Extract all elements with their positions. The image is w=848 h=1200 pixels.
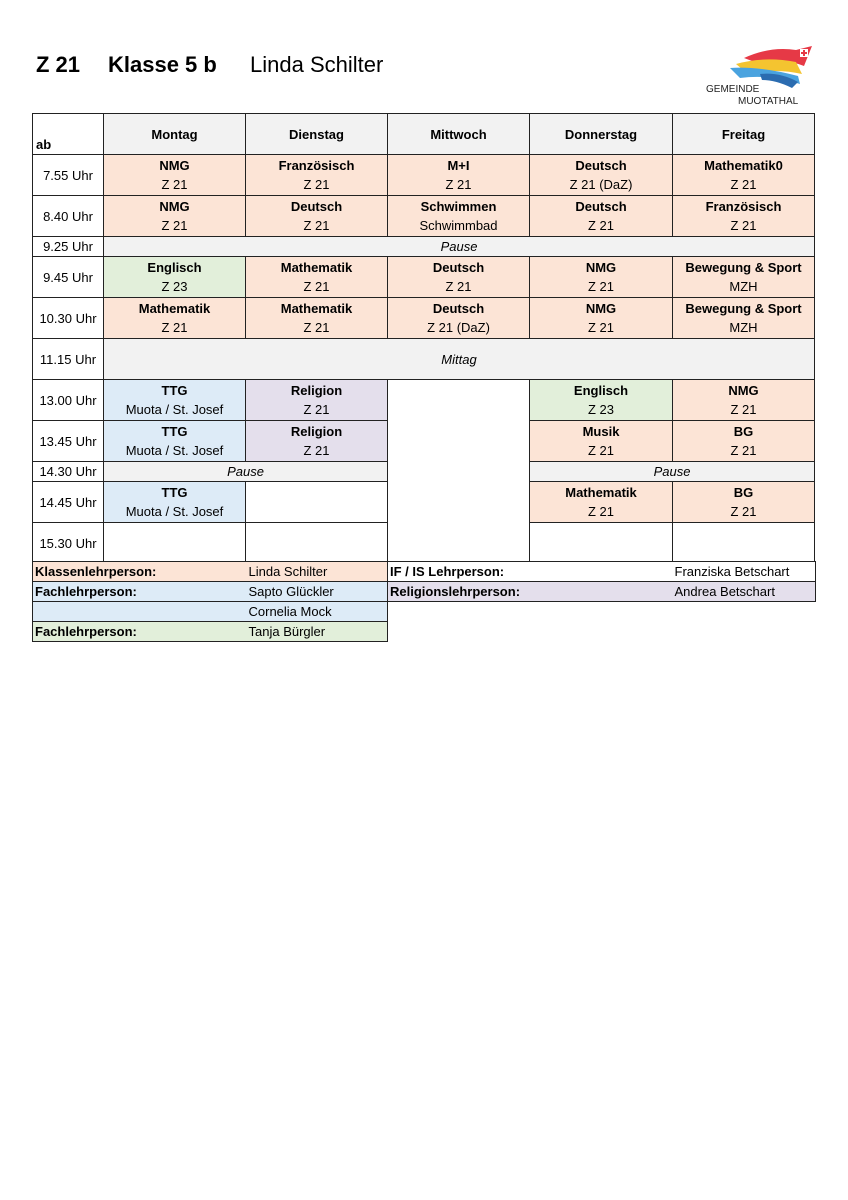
lesson-room: Z 23 [587,402,614,417]
lesson-subject: BG [733,424,754,439]
lesson-room: Z 21 (DaZ) [427,320,490,335]
lesson-room: Muota / St. Josef [125,443,224,458]
timetable-row [33,380,815,421]
religionslehrperson-label: Religionslehrperson: [388,582,673,602]
municipality-logo [700,44,820,110]
lesson-room: Z 21 [303,402,330,417]
lesson-subject: Religion [290,383,343,398]
lesson-subject: NMG [585,301,617,316]
lesson-room: Z 21 [587,504,614,519]
lesson-subject: Deutsch [432,260,485,275]
lesson-cell [104,421,246,462]
spacer [388,602,673,622]
time-label: 14.45 Uhr [33,482,104,523]
lesson-subject: Englisch [573,383,629,398]
time-label: 13.00 Uhr [33,380,104,421]
pause-row [33,237,815,257]
lesson-subject: TTG [161,485,188,500]
lesson-room: Z 21 [303,279,330,294]
lesson-subject: Deutsch [575,158,627,173]
day-monday: Montag [104,114,246,155]
lesson-cell [530,482,673,523]
mittag-row [33,339,815,380]
lesson-room: Z 21 [303,443,330,458]
lesson-subject: TTG [161,424,188,439]
if-lehrperson-name: Franziska Betschart [673,562,816,582]
lesson-subject: Bewegung & Sport [685,301,802,316]
lesson-room: Z 21 [587,218,614,233]
timetable-row [33,257,815,298]
lesson-room: Z 21 [161,218,188,233]
lesson-cell [104,257,246,298]
lesson-room: Z 21 (DaZ) [569,177,633,192]
fachlehrperson-label: Fachlehrperson: [33,582,247,602]
lesson-cell [388,155,530,196]
time-label: 8.40 Uhr [33,196,104,237]
time-label: 7.55 Uhr [33,155,104,196]
empty-cell-wednesday-afternoon [388,380,530,564]
lesson-cell [388,196,530,237]
timetable-row [33,155,815,196]
room-code: Z 21 [36,52,81,77]
lesson-room: Z 21 [587,279,614,294]
lesson-cell [246,380,388,421]
time-label: 11.15 Uhr [33,339,104,380]
lesson-cell [104,298,246,339]
lesson-room: Z 21 [587,320,614,335]
time-label: 13.45 Uhr [33,421,104,462]
lesson-subject: Englisch [147,260,202,275]
timetable-row [33,196,815,237]
spacer [388,622,673,642]
logo-text-gemeinde: GEMEINDE [706,84,760,95]
lesson-cell [673,298,815,339]
lesson-room: Z 21 [445,279,472,294]
pause-label: Pause [530,462,815,482]
lesson-room: MZH [729,279,758,294]
lesson-cell [673,155,815,196]
lesson-cell [388,257,530,298]
pause-label: Pause [104,462,388,482]
lesson-cell [673,196,815,237]
klassenlehrperson-label: Klassenlehrperson: [33,562,247,582]
lesson-room: Z 21 [730,443,757,458]
lesson-room: Z 21 [587,443,614,458]
empty-cell [104,523,246,564]
lesson-subject: Deutsch [575,199,627,214]
lesson-room: Z 21 [445,177,472,192]
religionslehrperson-name: Andrea Betschart [673,582,816,602]
class-teacher: Linda Schilter [250,52,384,77]
lesson-room: Muota / St. Josef [125,504,224,519]
lesson-cell [388,298,530,339]
fachlehrperson-name: Sapto Glückler [247,582,388,602]
spacer [673,622,816,642]
class-name: Klasse 5 b [108,52,217,77]
lesson-room: Z 21 [303,177,330,192]
lesson-subject: NMG [159,158,190,173]
logo-text-muotathal: MUOTATHAL [738,96,799,107]
lesson-room: Z 21 [730,218,757,233]
staff-row [33,582,816,602]
lesson-subject: TTG [161,383,188,398]
lesson-cell [673,380,815,421]
time-label: 9.45 Uhr [33,257,104,298]
lesson-subject: M+I [447,158,470,173]
day-thursday: Donnerstag [530,114,673,155]
time-label: 9.25 Uhr [33,237,104,257]
timetable-row [33,298,815,339]
lesson-cell [246,298,388,339]
lesson-cell [246,196,388,237]
lesson-subject: Deutsch [290,199,343,214]
lesson-room: Z 21 [730,402,757,417]
lesson-subject: NMG [159,199,190,214]
lesson-cell [673,482,815,523]
empty-cell [673,523,815,564]
lesson-subject: Religion [290,424,343,439]
lesson-subject: Mathematik [138,301,211,316]
fachlehrperson-name-3: Tanja Bürgler [247,622,388,642]
lesson-cell [246,257,388,298]
lesson-room: MZH [729,320,758,335]
if-lehrperson-label: IF / IS Lehrperson: [388,562,673,582]
staff-row [33,602,816,622]
lesson-cell [104,380,246,421]
lesson-subject: Französisch [278,158,355,173]
lesson-cell [104,482,246,523]
fachlehrperson-empty-label [33,602,247,622]
lesson-subject: Mathematik [280,301,353,316]
pause-label: Pause [104,237,815,257]
lesson-subject: Musik [582,424,620,439]
empty-cell [246,523,388,564]
lesson-cell [530,298,673,339]
day-tuesday: Dienstag [246,114,388,155]
lesson-cell [673,421,815,462]
lesson-room: Z 21 [730,504,757,519]
staff-row [33,622,816,642]
lesson-cell [530,196,673,237]
lesson-cell [246,155,388,196]
lesson-room: Schwimmbad [419,218,498,233]
lesson-cell [246,421,388,462]
empty-cell [530,523,673,564]
lesson-room: Z 21 [161,320,188,335]
empty-cell [246,482,388,523]
lesson-cell [530,155,673,196]
time-label: 14.30 Uhr [33,462,104,482]
day-wednesday: Mittwoch [388,114,530,155]
lesson-subject: Deutsch [432,301,485,316]
day-friday: Freitag [673,114,815,155]
staff-row [33,562,816,582]
lesson-cell [530,421,673,462]
lesson-subject: Bewegung & Sport [685,260,802,275]
lesson-subject: Mathematik0 [704,158,783,173]
mittag-label: Mittag [104,339,815,380]
lesson-subject: Schwimmen [420,199,497,214]
logo-mark-icon [700,44,820,88]
lesson-cell [673,257,815,298]
lesson-subject: Mathematik [565,485,637,500]
page-title [36,52,384,78]
lesson-room: Z 21 [730,177,757,192]
lesson-subject: BG [733,485,754,500]
lesson-subject: NMG [728,383,759,398]
time-label: 15.30 Uhr [33,523,104,564]
lesson-cell [104,155,246,196]
day-header-row [33,114,815,155]
lesson-room: Z 21 [161,177,188,192]
time-label: 10.30 Uhr [33,298,104,339]
lesson-cell [104,196,246,237]
spacer [673,602,816,622]
lesson-subject: NMG [585,260,617,275]
staff-list [32,561,816,642]
lesson-room: Z 23 [161,279,188,294]
lesson-subject: Mathematik [280,260,353,275]
fachlehrperson-name-2: Cornelia Mock [247,602,388,622]
timetable [32,113,815,564]
ab-label: ab [33,114,104,155]
fachlehrperson-label-2: Fachlehrperson: [33,622,247,642]
lesson-cell [530,380,673,421]
lesson-room: Z 21 [303,320,330,335]
lesson-cell [530,257,673,298]
klassenlehrperson-name: Linda Schilter [247,562,388,582]
lesson-subject: Französisch [705,199,782,214]
lesson-room: Muota / St. Josef [125,402,224,417]
lesson-room: Z 21 [303,218,330,233]
